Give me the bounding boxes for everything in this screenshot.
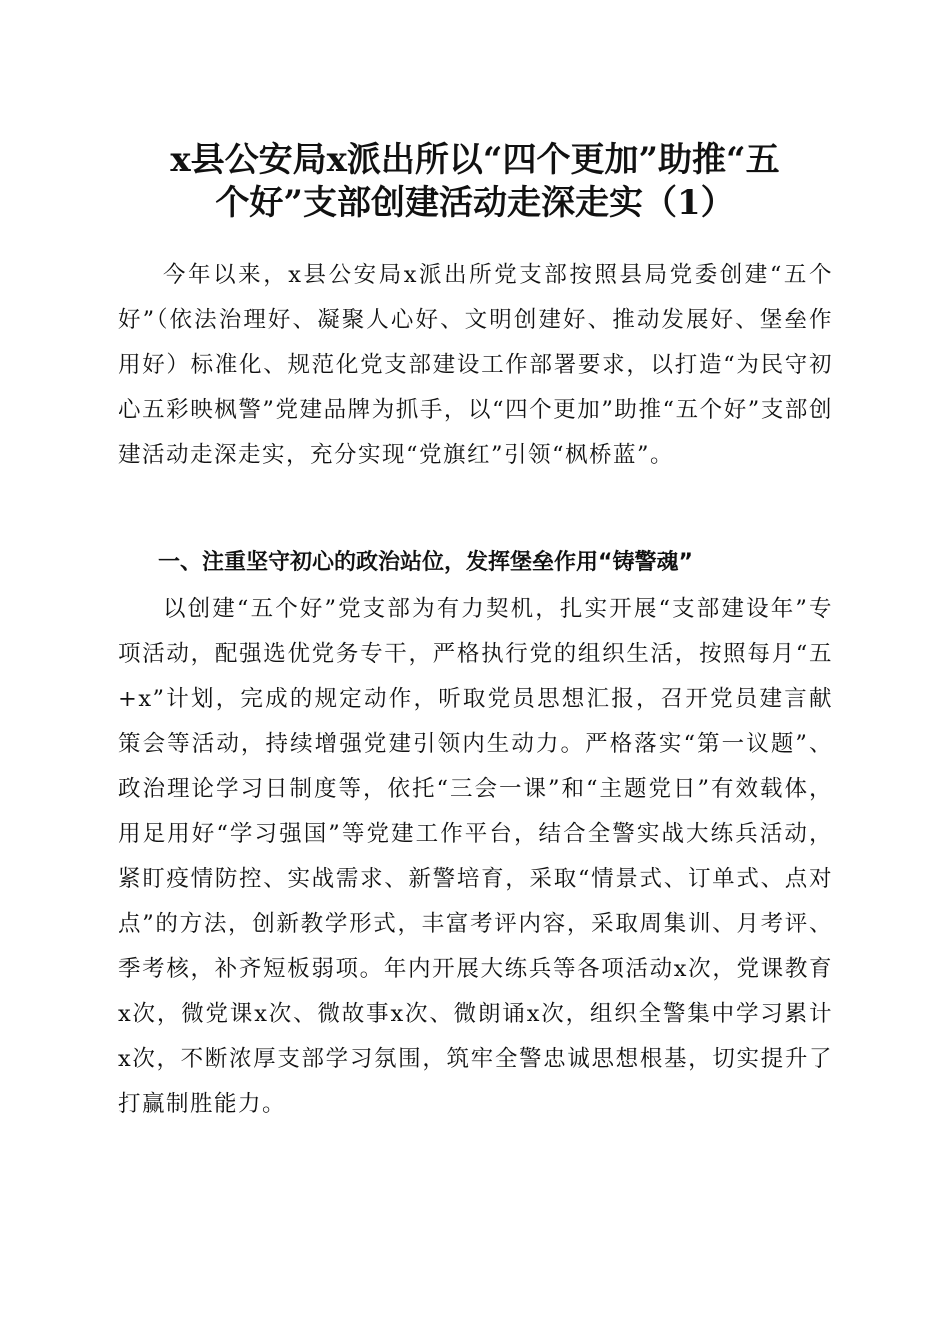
document-title-line-1: x县公安局x派出所以“四个更加”助推“五 — [170, 140, 780, 180]
section-1-paragraph: 以创建“五个好”党支部为有力契机，扎实开展“支部建设年”专项活动，配强选优党务专干，严格执行党的组织生活，按照每月“五+x”计划，完成的规定动作，听取党员思想汇报，召开党员建言献策会等活动，持续增强党建引领内生动力。严格落实“第一议题”、政治理论学习日制度等，依托“三会一课”和“主题党日”有效载体，用足用好“学习强国”等党建工作平台，结合全警实战大练兵活动，紧盯疫情防控、实战需求、新警培育，采取“情景式、订单式、点对点”的方法，创新教学形式，丰富考评内容，采取周集训、月考评、季考核，补齐短板弱项。年内开展大练兵等各项活动x次，党课教育x次，微党课x次、微故事x次、微朗诵x次，组织全警集中学习累计x次，不断浓厚支部学习氛围，筑牢全警忠诚思想根基，切实提升了打赢制胜能力。 — [118, 596, 833, 1117]
intro-paragraph: 今年以来，x县公安局x派出所党支部按照县局党委创建“五个好”（依法治理好、凝聚人心好、文明创建好、推动发展好、堡垒作用好）标准化、规范化党支部建设工作部署要求，以打造“为民守初心五彩映枫警”党建品牌为抓手，以“四个更加”助推“五个好”支部创建活动走深走实，充分实现“党旗红”引领“枫桥蓝”。 — [118, 262, 833, 468]
document-title-line-2: 个好”支部创建活动走深走实（1） — [215, 183, 735, 223]
section-heading-1: 一、注重坚守初心的政治站位，发挥堡垒作用“铸警魂” — [158, 550, 693, 575]
